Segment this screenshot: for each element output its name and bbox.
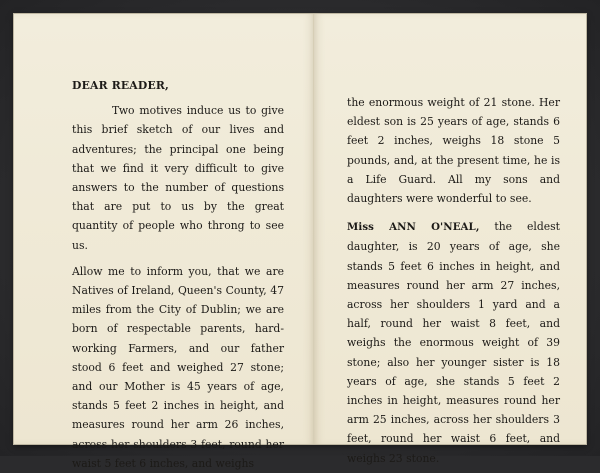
right-page xyxy=(314,14,586,465)
left-page-text xyxy=(72,76,284,473)
daughters-paragraph xyxy=(347,217,560,468)
salutation: DEAR READER, xyxy=(72,79,170,92)
right-page-text xyxy=(347,93,560,468)
origins-paragraph: Allow me to inform you, that we are Natives of Ireland, Queen's County, 47 miles from the City of Dublin; we are born of respectable parents, hard-working Farmers, and our father stood 6 feet and weighed 27 stone; and our Mother is 45 years of age, stands 5 feet 2 inches in height, and measures round her arm 26 inches, across her shoulders 3 feet, round her waist 5 feet 6 inches, and weighs xyxy=(72,264,284,470)
open-booklet xyxy=(14,14,586,470)
left-page xyxy=(14,14,314,470)
continuation-paragraph: the enormous weight of 21 stone. Her eldest son is 25 years of age, stands 6 feet 2 inches, weighs 18 stone 5 pounds, and, at the present time, he is a Life Guard. All my sons and daughters were wonderful to see. xyxy=(347,96,560,206)
daughters-paragraph-body: the eldest daughter, is 20 years of age, she stands 5 feet 6 inches in height, and measures round her arm 27 inches, across her shoulders 1 yard and a half, round her waist 8 feet, and weighs the enormous weight of 39 stone; also her younger sister is 18 years of age, she stands 5 feet 2 inches in height, measures round her arm 25 inches, across her shoulders 3 feet, round her waist 6 feet, and weighs 23 stone. xyxy=(347,220,560,465)
intro-paragraph: Two motives induce us to give this brief sketch of our lives and adventures; the principal one being that we find it very difficult to give answers to the number of questions that are put to us by the great quantity of people who throng to see us. xyxy=(72,104,284,252)
daughter-name: Miss ANN O'NEAL, xyxy=(347,221,480,234)
